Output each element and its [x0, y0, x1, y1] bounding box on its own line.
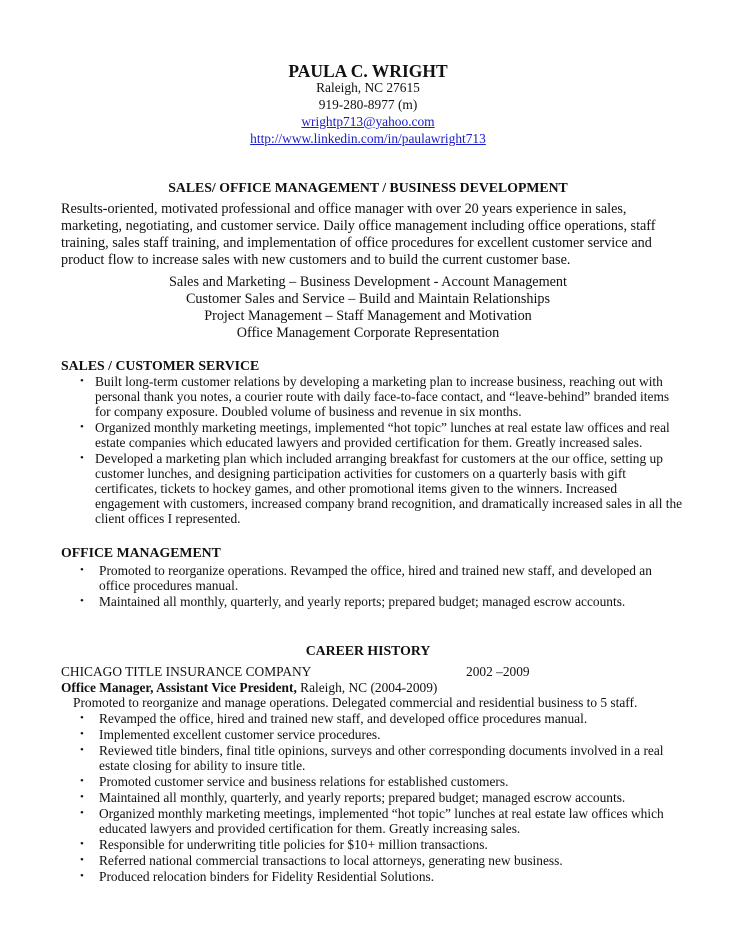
- summary-line: Results-oriented, motivated professional and office manager with over 20 years experience in sales,: [61, 201, 627, 217]
- summary-line: training, sales staff training, and implementation of office procedures for excellent customer service and: [61, 235, 652, 251]
- email-link[interactable]: wrightp713@yahoo.com: [301, 114, 435, 129]
- office-bullet-line: office procedures manual.: [99, 578, 239, 593]
- sales-bullet-line: certificates, tickets to hockey games, and other promotional items given to the winners. Increased: [95, 481, 618, 496]
- bullet-icon: •: [80, 791, 84, 803]
- career-bullet-line: Promoted customer service and business relations for established customers.: [99, 774, 509, 789]
- sales-bullet-line: Developed a marketing plan which included arranging breakfast for customers at the our office, setting up: [95, 451, 663, 466]
- headline: SALES/ OFFICE MANAGEMENT / BUSINESS DEVELOPMENT: [168, 180, 568, 195]
- career-bullet-line: Revamped the office, hired and trained new staff, and developed office procedures manual.: [99, 711, 588, 726]
- section-title-career: CAREER HISTORY: [305, 643, 431, 658]
- summary-line: marketing, negotiating, and customer service. Daily office management including office operations, staff: [61, 218, 656, 234]
- bullet-icon: •: [80, 375, 84, 387]
- bullet-icon: •: [80, 870, 84, 882]
- sales-bullet-line: Built long-term customer relations by developing a marketing plan to increase business, reaching out with: [95, 374, 663, 389]
- career-bullet-line: Produced relocation binders for Fidelity Residential Solutions.: [99, 869, 435, 884]
- email-link-row: [0, 114, 736, 129]
- bullet-icon: •: [80, 744, 84, 756]
- career-bullet-line: Organized monthly marketing meetings, implemented “hot topic” lunches at real estate law offices which: [99, 806, 664, 821]
- bullet-icon: •: [80, 712, 84, 724]
- career-bullet-line: educated lawyers and provided certification for them. Greatly increasing sales.: [99, 821, 521, 836]
- sales-bullet-line: Organized monthly marketing meetings, implemented “hot topic” lunches at real estate law offices and real: [95, 420, 670, 435]
- career-intro: Promoted to reorganize and manage operations. Delegated commercial and residential business to 5 staff.: [73, 695, 638, 710]
- linkedin-link[interactable]: http://www.linkedin.com/in/paulawright713: [250, 131, 486, 146]
- sales-bullet-line: engagement with customers, increased company brand recognition, and dramatically increased sales in all the: [95, 496, 683, 511]
- candidate-name: PAULA C. WRIGHT: [288, 61, 448, 81]
- section-title-sales: SALES / CUSTOMER SERVICE: [61, 358, 260, 373]
- skills-line: Office Management Corporate Representation: [236, 325, 500, 341]
- role-line: [61, 680, 437, 695]
- office-bullet-line: Promoted to reorganize operations. Revamped the office, hired and trained new staff, and developed an: [99, 563, 652, 578]
- role-location: Raleigh, NC (2004-2009): [296, 680, 438, 695]
- sales-bullet-line: estate companies which educated lawyers and provided certification for them. Greatly increased sales.: [95, 435, 643, 450]
- career-bullet-line: Maintained all monthly, quarterly, and yearly reports; prepared budget; managed escrow accounts.: [99, 790, 626, 805]
- career-bullet-line: Implemented excellent customer service procedures.: [99, 727, 381, 742]
- career-bullet-line: Responsible for underwriting title policies for $10+ million transactions.: [99, 837, 488, 852]
- employment-dates: 2002 –2009: [466, 664, 530, 679]
- bullet-icon: •: [80, 854, 84, 866]
- career-bullet-line: Referred national commercial transactions to local attorneys, generating new business.: [99, 853, 563, 868]
- bullet-icon: •: [80, 564, 84, 576]
- bullet-icon: •: [80, 452, 84, 464]
- linkedin-link-row: [0, 131, 736, 146]
- office-bullet-line: Maintained all monthly, quarterly, and yearly reports; prepared budget; managed escrow accounts.: [99, 594, 626, 609]
- sales-bullet-line: client offices I represented.: [95, 511, 241, 526]
- role-title: Office Manager, Assistant Vice President,: [61, 680, 297, 695]
- skills-line: Sales and Marketing – Business Development - Account Management: [169, 274, 567, 290]
- phone: 919-280-8977 (m): [318, 97, 418, 112]
- company-name: CHICAGO TITLE INSURANCE COMPANY: [61, 664, 312, 679]
- bullet-icon: •: [80, 775, 84, 787]
- career-bullet-line: estate closing for ability to insure title.: [99, 758, 306, 773]
- bullet-icon: •: [80, 728, 84, 740]
- skills-line: Customer Sales and Service – Build and Maintain Relationships: [185, 291, 551, 307]
- career-bullet-line: Reviewed title binders, final title opinions, surveys and other corresponding documents involved in a real: [99, 743, 664, 758]
- bullet-icon: •: [80, 838, 84, 850]
- summary-line: product flow to increase sales with new customers and to build the current customer base.: [61, 252, 571, 268]
- sales-bullet-line: for company exposure. Doubled volume of business and revenue in six months.: [95, 404, 522, 419]
- skills-line: Project Management – Staff Management and Motivation: [204, 308, 532, 324]
- section-title-office: OFFICE MANAGEMENT: [61, 545, 221, 560]
- sales-bullet-line: customer lunches, and designing participation activities for customers on a quarterly basis with gift: [95, 466, 627, 481]
- bullet-icon: •: [80, 807, 84, 819]
- bullet-icon: •: [80, 421, 84, 433]
- sales-bullet-line: personal thank you notes, a courier route with daily face-to-face contact, and “leave-behind” branded items: [95, 389, 670, 404]
- bullet-icon: •: [80, 595, 84, 607]
- address: Raleigh, NC 27615: [316, 80, 420, 95]
